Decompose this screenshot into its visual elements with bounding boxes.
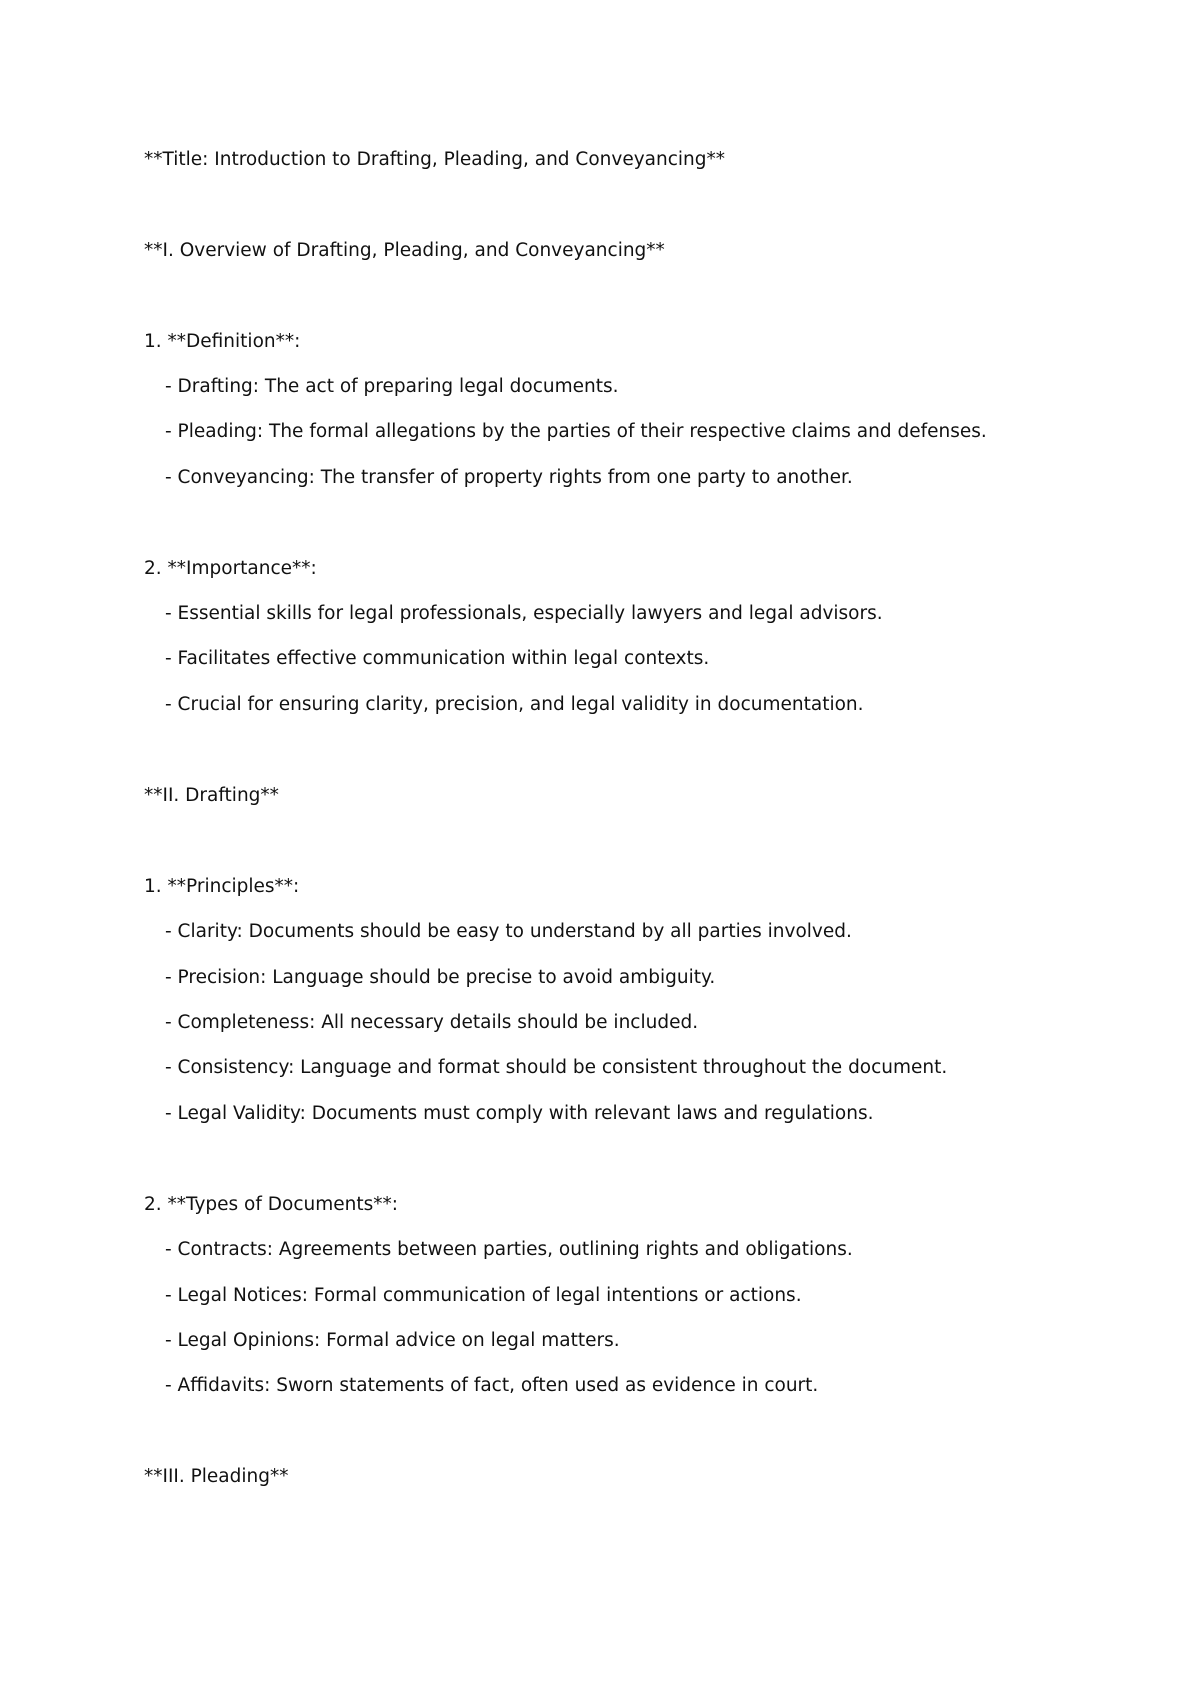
section-heading-overview: **I. Overview of Drafting, Pleading, and Conveyancing**: [144, 240, 665, 261]
bullet-principle-clarity: - Clarity: Documents should be easy to understand by all parties involved.: [165, 921, 852, 942]
bullet-type-legal-notices: - Legal Notices: Formal communication of legal intentions or actions.: [165, 1285, 802, 1306]
bullet-conveyancing-definition: - Conveyancing: The transfer of property rights from one party to another.: [165, 467, 853, 488]
document-title: **Title: Introduction to Drafting, Pleading, and Conveyancing**: [144, 149, 726, 170]
bullet-principle-legal-validity: - Legal Validity: Documents must comply with relevant laws and regulations.: [165, 1103, 874, 1124]
bullet-pleading-definition: - Pleading: The formal allegations by the parties of their respective claims and defenses.: [165, 421, 987, 442]
section-heading-pleading: **III. Pleading**: [144, 1466, 289, 1487]
bullet-drafting-definition: - Drafting: The act of preparing legal documents.: [165, 376, 619, 397]
item-heading-principles: 1. **Principles**:: [144, 876, 300, 897]
bullet-type-legal-opinions: - Legal Opinions: Formal advice on legal matters.: [165, 1330, 620, 1351]
bullet-importance-skills: - Essential skills for legal professionals, especially lawyers and legal advisors.: [165, 603, 883, 624]
bullet-importance-clarity: - Crucial for ensuring clarity, precision, and legal validity in documentation.: [165, 694, 864, 715]
item-heading-definition: 1. **Definition**:: [144, 331, 301, 352]
bullet-principle-completeness: - Completeness: All necessary details should be included.: [165, 1012, 699, 1033]
bullet-principle-consistency: - Consistency: Language and format should be consistent throughout the document.: [165, 1057, 948, 1078]
bullet-type-contracts: - Contracts: Agreements between parties, outlining rights and obligations.: [165, 1239, 853, 1260]
item-heading-types-of-documents: 2. **Types of Documents**:: [144, 1194, 398, 1215]
section-heading-drafting: **II. Drafting**: [144, 785, 279, 806]
bullet-principle-precision: - Precision: Language should be precise to avoid ambiguity.: [165, 967, 716, 988]
item-heading-importance: 2. **Importance**:: [144, 558, 317, 579]
bullet-type-affidavits: - Affidavits: Sworn statements of fact, often used as evidence in court.: [165, 1375, 819, 1396]
bullet-importance-communication: - Facilitates effective communication within legal contexts.: [165, 648, 710, 669]
